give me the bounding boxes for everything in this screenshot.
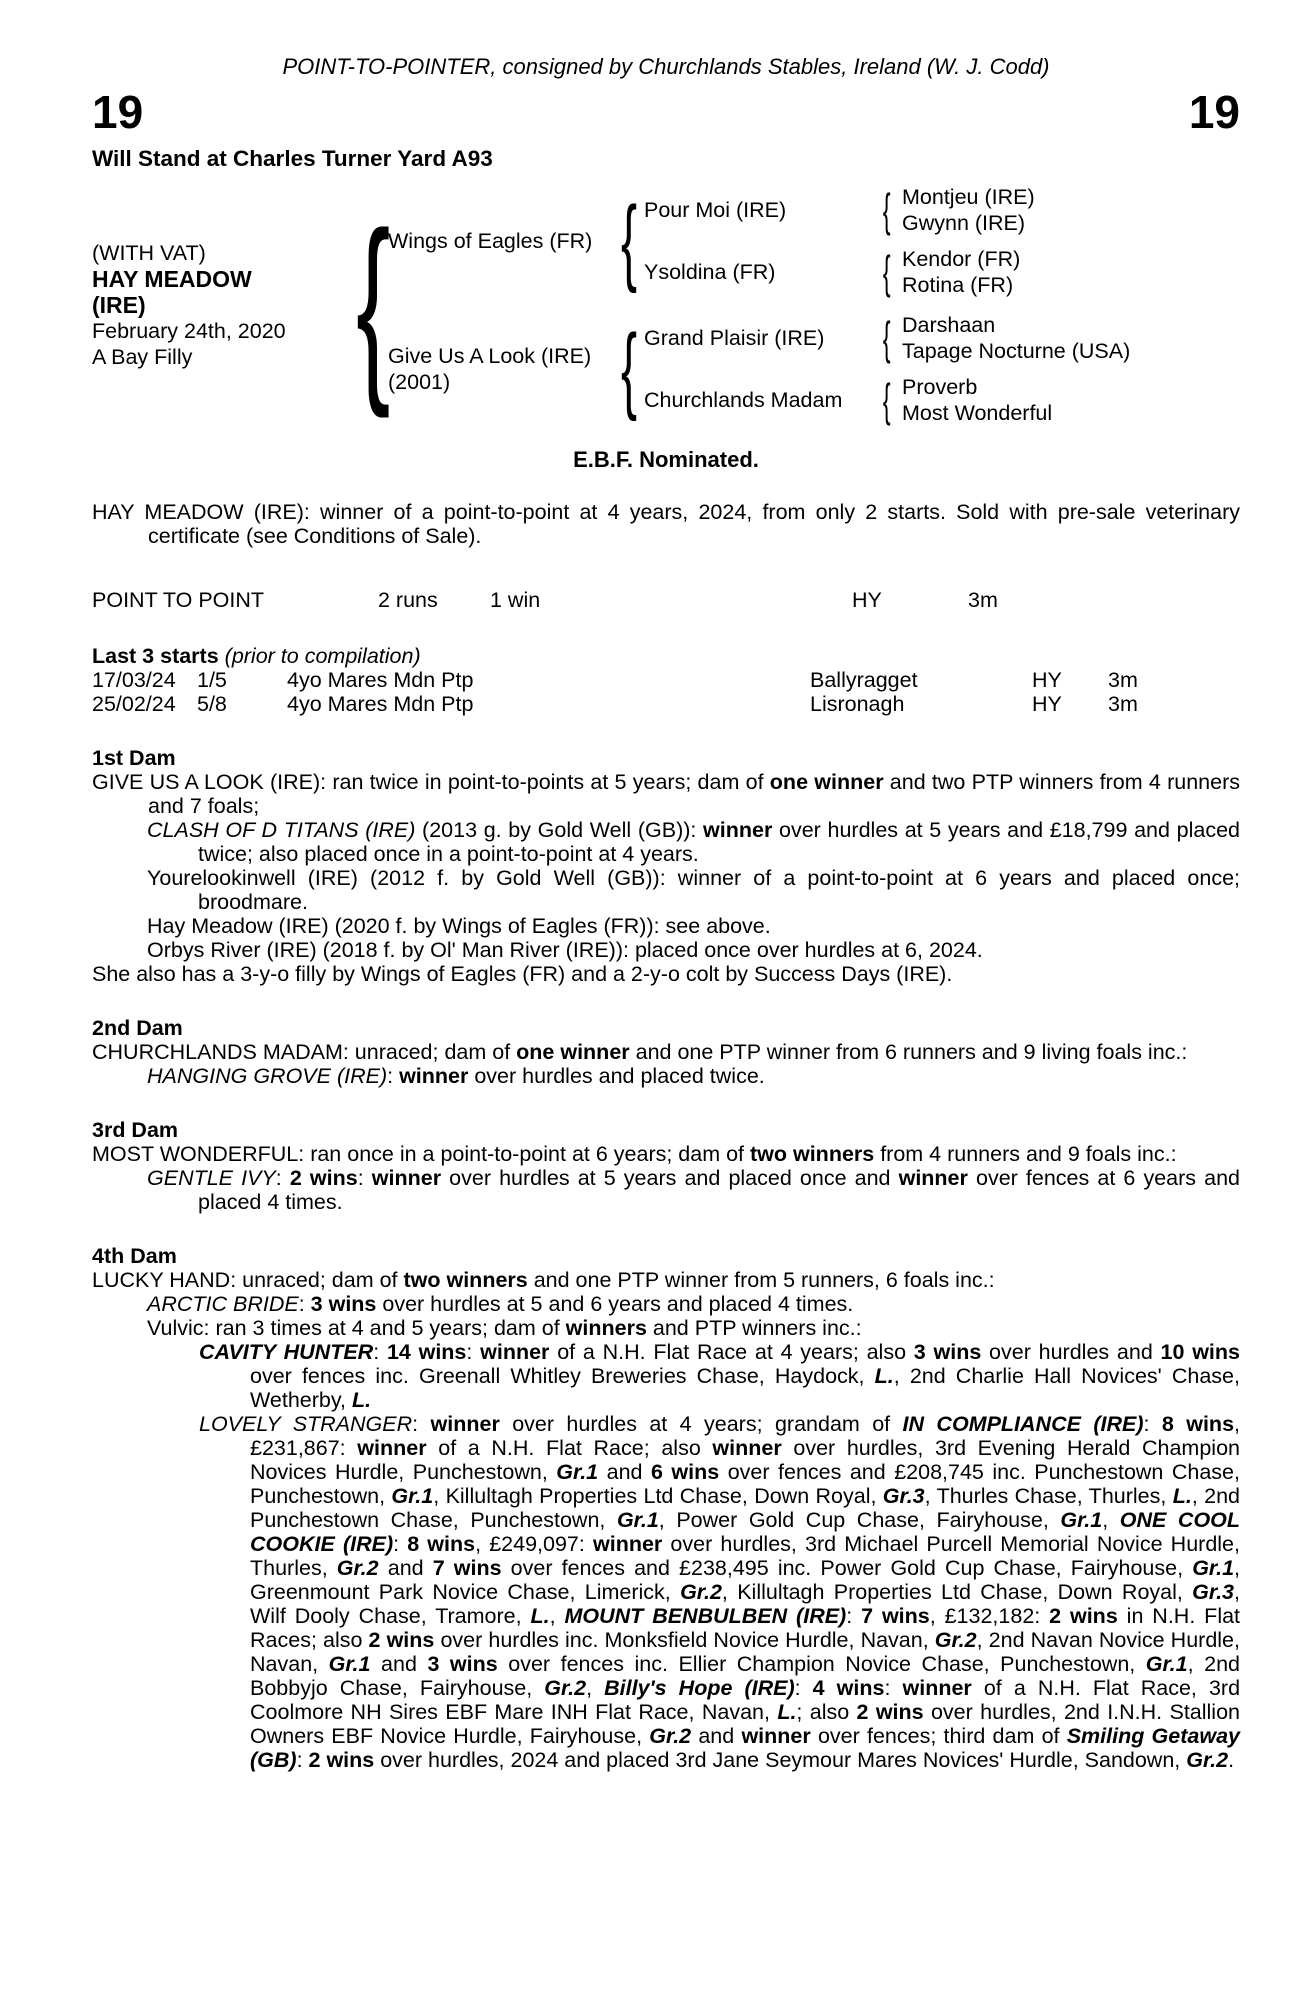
stats-label: POINT TO POINT: [92, 588, 265, 612]
text-segment: Billy's Hope (IRE): [604, 1676, 795, 1700]
great-grandparent-name: Kendor (FR): [902, 247, 1021, 271]
career-stats-row: [92, 588, 1240, 612]
text-segment: over hurdles, 2nd I.N.H. Stallion Owners EBF Novice Hurdle, Fairyhouse,: [250, 1700, 1241, 1748]
grandsire-name: Pour Moi (IRE): [644, 198, 787, 222]
text-segment: Gr.1: [328, 1652, 371, 1676]
text-segment: over fences inc. Greenall Whitley Breweries Chase, Haydock,: [250, 1364, 875, 1388]
text-segment: Gr.1: [1192, 1556, 1235, 1580]
text-segment: and one PTP winner from 6 runners and 9 living foals inc.:: [629, 1040, 1188, 1064]
text-segment: She also has a 3-y-o filly by Wings of Eagles (FR) and a 2-y-o colt by Success Days (IRE).: [92, 962, 953, 986]
great-grandparents: [902, 184, 1035, 236]
dam-name-line: Give Us A Look (IRE): [388, 344, 592, 368]
great-grandparent-name: Tapage Nocturne (USA): [902, 339, 1131, 363]
great-grandparent-name: Montjeu (IRE): [902, 185, 1035, 209]
text-segment: :: [393, 1532, 408, 1556]
text-segment: from 4 runners and 9 foals inc.:: [874, 1142, 1177, 1166]
text-segment: over fences and £208,745 inc. Punchestown Chase, Punchestown,: [250, 1460, 1240, 1508]
great-grandparent-name: Most Wonderful: [902, 401, 1053, 425]
text-segment: 2 wins: [308, 1748, 375, 1772]
pedigree-brace-sire: {: [620, 187, 638, 294]
dam-year: (2001): [388, 370, 451, 394]
last-starts-heading: [92, 644, 1240, 668]
intro-paragraph: [92, 500, 1240, 548]
great-grandparents: [902, 312, 1130, 364]
grandparent-group: [644, 246, 1035, 298]
start-race: 4yo Mares Mdn Ptp: [287, 692, 474, 716]
text-segment: winners: [565, 1316, 647, 1340]
lot-number-row: [92, 88, 1240, 136]
text-segment: :: [794, 1676, 813, 1700]
pedigree-brace-dam: {: [620, 315, 638, 422]
granddam-name: Ysoldina (FR): [644, 260, 776, 284]
start-venue: Ballyragget: [810, 668, 918, 692]
text-segment: :: [884, 1676, 903, 1700]
text-segment: 4 wins: [812, 1676, 885, 1700]
text-segment: winner: [399, 1064, 469, 1088]
horse-description: A Bay Filly: [92, 345, 193, 369]
text-segment: , 2nd Charlie Hall Novices' Chase, Wetherby,: [250, 1364, 1240, 1412]
pedigree-paragraph: [92, 818, 1240, 866]
text-segment: one winner: [769, 770, 884, 794]
dam-section-body: [92, 1142, 1240, 1214]
text-segment: winner: [741, 1724, 811, 1748]
grandparent-group: [644, 374, 1130, 426]
pedigree-brace: {: [883, 312, 891, 364]
sire-group: [388, 184, 1130, 298]
text-segment: 14 wins: [386, 1340, 467, 1364]
text-segment: 3 wins: [427, 1652, 498, 1676]
start-row: [92, 668, 1240, 692]
text-segment: Hay Meadow (IRE) (2020 f. by Wings of Eagles (FR)): see above.: [147, 914, 771, 938]
dam-section-body: [92, 770, 1240, 986]
dam-name: [388, 343, 614, 395]
text-segment: over fences inc. Ellier Champion Novice Chase, Punchestown,: [497, 1652, 1146, 1676]
sire-parents: [644, 184, 1035, 298]
foal-date: February 24th, 2020: [92, 319, 286, 343]
text-segment: 7 wins: [861, 1604, 930, 1628]
text-segment: winner: [357, 1436, 427, 1460]
text-segment: Yourelookinwell (IRE) (2012 f. by Gold Well (GB)): winner of a point-to-point at 6 years and placed once; broodmare.: [147, 866, 1240, 914]
text-segment: one winner: [516, 1040, 630, 1064]
text-segment: winner: [593, 1532, 663, 1556]
great-grandparent-name: Darshaan: [902, 313, 996, 337]
text-segment: 2 wins: [289, 1166, 358, 1190]
consignor-line: POINT-TO-POINTER, consigned by Churchlands Stables, Ireland (W. J. Codd): [282, 54, 1050, 79]
vat-note: (WITH VAT): [92, 241, 206, 265]
pedigree-paragraph: [92, 866, 1240, 914]
text-segment: :: [846, 1604, 862, 1628]
text-segment: in N.H. Flat Races; also: [250, 1604, 1241, 1652]
text-segment: Gr.1: [1060, 1508, 1103, 1532]
text-segment: :: [466, 1340, 481, 1364]
start-race: 4yo Mares Mdn Ptp: [287, 668, 474, 692]
grandparent-group: [644, 184, 1035, 236]
horse-name: HAY MEADOW: [92, 266, 252, 292]
text-segment: over hurdles at 4 years; grandam of: [499, 1412, 903, 1436]
text-segment: Gr.3: [882, 1484, 925, 1508]
stats-runs: 2 runs: [378, 588, 438, 612]
text-segment: GENTLE IVY: [147, 1166, 276, 1190]
pedigree-paragraph: [92, 1166, 1240, 1214]
text-segment: 10 wins: [1160, 1340, 1240, 1364]
text-segment: and: [691, 1724, 742, 1748]
text-segment: winner: [902, 1676, 972, 1700]
text-segment: over hurdles at 5 years and placed once and: [441, 1166, 899, 1190]
text-segment: of a N.H. Flat Race at 4 years; also: [549, 1340, 914, 1364]
text-segment: ONE COOL COOKIE (IRE): [250, 1508, 1241, 1556]
pedigree-brace-main: {: [355, 190, 391, 419]
text-segment: , £231,867:: [250, 1412, 1241, 1460]
horse-info: [92, 240, 358, 370]
granddam-name: Churchlands Madam: [644, 388, 843, 412]
text-segment: of a N.H. Flat Race; also: [426, 1436, 713, 1460]
text-segment: over fences at 6 years and placed 4 times.: [198, 1166, 1240, 1214]
text-segment: 6 wins: [650, 1460, 720, 1484]
start-position: 5/8: [197, 692, 227, 716]
last-starts-table: [92, 668, 1240, 716]
pedigree-tree: [92, 184, 1240, 426]
pedigree-paragraph: [92, 770, 1240, 818]
text-segment: Gr.1: [556, 1460, 599, 1484]
text-segment: Gr.2: [544, 1676, 587, 1700]
text-segment: HAY MEADOW (IRE): winner of a point-to-point at 4 years, 2024, from only 2 starts. Sold with pre-sale veterinary certificate (see Conditions of Sale).: [92, 500, 1240, 548]
text-segment: Gr.2: [934, 1628, 977, 1652]
text-segment: , Killultagh Properties Ltd Chase, Down Royal,: [433, 1484, 883, 1508]
text-segment: MOUNT BENBULBEN (IRE): [564, 1604, 847, 1628]
text-segment: Gr.3: [1192, 1580, 1235, 1604]
dam-section-heading: 4th Dam: [92, 1244, 177, 1268]
grandsire-name: Grand Plaisir (IRE): [644, 326, 825, 350]
text-segment: Gr.2: [649, 1724, 692, 1748]
pedigree-paragraph: [92, 1268, 1240, 1292]
text-segment: (2013 g. by Gold Well (GB)):: [415, 818, 704, 842]
pedigree-paragraph: [92, 1040, 1240, 1064]
great-grandparents: [902, 374, 1052, 426]
start-going: HY: [1032, 668, 1062, 692]
great-grandparent-name: Gwynn (IRE): [902, 211, 1026, 235]
text-segment: over hurdles and placed twice.: [468, 1064, 765, 1088]
text-segment: , £132,182:: [929, 1604, 1050, 1628]
pedigree-paragraph: [92, 962, 1240, 986]
text-segment: over fences; third dam of: [810, 1724, 1067, 1748]
start-row: [92, 692, 1240, 716]
text-segment: :: [1143, 1412, 1162, 1436]
dam-section: [92, 1244, 1240, 1772]
pedigree-brace: {: [883, 184, 891, 236]
start-venue: Lisronagh: [810, 692, 905, 716]
text-segment: and: [370, 1652, 428, 1676]
last-starts-title: Last 3 starts: [92, 644, 219, 668]
text-segment: :: [387, 1064, 400, 1088]
text-segment: ,: [1102, 1508, 1120, 1532]
text-segment: 7 wins: [432, 1556, 502, 1580]
dam-section-heading: 2nd Dam: [92, 1016, 183, 1040]
grandparent-group: [644, 312, 1130, 364]
pedigree-paragraph: [92, 1316, 1240, 1340]
start-distance: 3m: [1108, 692, 1138, 716]
pedigree-paragraph: [92, 938, 1240, 962]
text-segment: winner: [712, 1436, 782, 1460]
text-segment: ,: [549, 1604, 565, 1628]
dam-parents: [644, 312, 1130, 426]
text-segment: Gr.1: [616, 1508, 659, 1532]
text-segment: two winners: [750, 1142, 875, 1166]
text-segment: two winners: [403, 1268, 528, 1292]
text-segment: GIVE US A LOOK (IRE): ran twice in point-to-points at 5 years; dam of: [92, 770, 770, 794]
text-segment: MOST WONDERFUL: ran once in a point-to-point at 6 years; dam of: [92, 1142, 750, 1166]
text-segment: 8 wins: [407, 1532, 476, 1556]
lot-number-right: 19: [1188, 86, 1240, 138]
text-segment: , Thurles Chase, Thurles,: [924, 1484, 1173, 1508]
dam-section: [92, 746, 1240, 986]
start-date: 17/03/24: [92, 668, 176, 692]
dam-sections: [92, 746, 1240, 1772]
pedigree-parents: [388, 184, 1130, 426]
text-segment: 2 wins: [368, 1628, 435, 1652]
text-segment: Smiling Getaway (GB): [250, 1724, 1240, 1772]
pedigree-paragraph: [92, 1142, 1240, 1166]
text-segment: , Killultagh Properties Ltd Chase, Down Royal,: [721, 1580, 1193, 1604]
text-segment: 3 wins: [913, 1340, 982, 1364]
pedigree-paragraph: [92, 1064, 1240, 1088]
text-segment: ARCTIC BRIDE: [147, 1292, 299, 1316]
text-segment: , £249,097:: [475, 1532, 593, 1556]
dam-section: [92, 1016, 1240, 1088]
text-segment: :: [373, 1340, 387, 1364]
stats-distance: 3m: [968, 588, 998, 612]
text-segment: .: [1228, 1748, 1235, 1772]
text-segment: Gr.2: [336, 1556, 379, 1580]
text-segment: over fences and £238,495 inc. Power Gold Cup Chase, Fairyhouse,: [501, 1556, 1193, 1580]
text-segment: LOVELY STRANGER: [199, 1412, 413, 1436]
last-starts-subtitle: [225, 644, 421, 668]
text-segment: and PTP winners inc.:: [646, 1316, 862, 1340]
text-segment: , 2nd Punchestown Chase, Punchestown,: [250, 1484, 1241, 1532]
sire-name: Wings of Eagles (FR): [388, 229, 593, 253]
text-segment: , Greenmount Park Novice Chase, Limerick,: [250, 1556, 1241, 1604]
dam-section-body: [92, 1268, 1240, 1772]
text-segment: winner: [703, 818, 773, 842]
text-segment: :: [412, 1412, 431, 1436]
text-segment: , Wilf Dooly Chase, Tramore,: [250, 1580, 1240, 1628]
text-segment: and: [378, 1556, 433, 1580]
text-segment: Gr.1: [1145, 1652, 1188, 1676]
text-segment: and one PTP winner from 5 runners, 6 foals inc.:: [527, 1268, 995, 1292]
text-segment: ,: [586, 1676, 605, 1700]
great-grandparent-name: Proverb: [902, 375, 978, 399]
text-segment: over hurdles at 5 and 6 years and placed 4 times.: [376, 1292, 854, 1316]
pedigree-paragraph: [92, 1412, 1240, 1772]
text-segment: :: [296, 1748, 309, 1772]
great-grandparents: [902, 246, 1020, 298]
text-segment: Orbys River (IRE) (2018 f. by Ol' Man River (IRE)): placed once over hurdles at 6, 2024.: [147, 938, 983, 962]
text-segment: Gr.2: [680, 1580, 722, 1604]
text-segment: CHURCHLANDS MADAM: unraced; dam of: [92, 1040, 517, 1064]
text-segment: over hurdles and: [981, 1340, 1161, 1364]
ebf-nominated-line: E.B.F. Nominated.: [573, 447, 759, 472]
text-segment: , 2nd Bobbyjo Chase, Fairyhouse,: [250, 1652, 1240, 1700]
dam-section-body: [92, 1040, 1240, 1088]
text-segment: 3 wins: [310, 1292, 377, 1316]
text-segment: 8 wins: [1161, 1412, 1235, 1436]
text-segment: L.: [777, 1700, 797, 1724]
stats-wins: 1 win: [490, 588, 541, 612]
text-segment: IN COMPLIANCE (IRE): [902, 1412, 1144, 1436]
dam-section: [92, 1118, 1240, 1214]
dam-group: [388, 312, 1130, 426]
text-segment: winner: [898, 1166, 968, 1190]
great-grandparent-name: Rotina (FR): [902, 273, 1014, 297]
text-segment: L.: [874, 1364, 894, 1388]
start-position: 1/5: [197, 668, 227, 692]
text-segment: Vulvic: ran 3 times at 4 and 5 years; dam of: [147, 1316, 566, 1340]
text-segment: 2 wins: [1049, 1604, 1118, 1628]
stats-going: HY: [852, 588, 882, 612]
text-segment: LUCKY HAND: unraced; dam of: [92, 1268, 404, 1292]
lot-number-left: 19: [92, 86, 144, 138]
text-segment: Gr.1: [391, 1484, 434, 1508]
text-segment: over hurdles, 3rd Michael Purcell Memorial Novice Hurdle, Thurles,: [250, 1532, 1240, 1580]
text-segment: L.: [351, 1388, 372, 1412]
text-segment: ; also: [796, 1700, 857, 1724]
start-date: 25/02/24: [92, 692, 176, 716]
pedigree-paragraph: [92, 1292, 1240, 1316]
text-segment: winner: [371, 1166, 442, 1190]
stand-location-line: Will Stand at Charles Turner Yard A93: [92, 146, 493, 171]
text-segment: and: [598, 1460, 651, 1484]
text-segment: 2 wins: [856, 1700, 924, 1724]
text-segment: over hurdles, 3rd Evening Herald Champion Novices Hurdle, Punchestown,: [250, 1436, 1240, 1484]
text-segment: , Power Gold Cup Chase, Fairyhouse,: [658, 1508, 1061, 1532]
text-segment: winner: [430, 1412, 500, 1436]
text-segment: and two PTP winners from 4 runners and 7 foals;: [148, 770, 1240, 818]
text-segment: , 2nd Navan Novice Hurdle, Navan,: [250, 1628, 1240, 1676]
pedigree-brace: {: [883, 374, 891, 426]
horse-country-suffix: (IRE): [92, 292, 146, 318]
text-segment: over hurdles inc. Monksfield Novice Hurdle, Navan,: [434, 1628, 935, 1652]
dam-section-heading: 1st Dam: [92, 746, 176, 770]
dam-section-heading: 3rd Dam: [92, 1118, 179, 1142]
start-distance: 3m: [1108, 668, 1138, 692]
text-segment: CAVITY HUNTER: [199, 1340, 374, 1364]
text-segment: :: [357, 1166, 372, 1190]
text-segment: of a N.H. Flat Race, 3rd Coolmore NH Sires EBF Mare INH Flat Race, Navan,: [250, 1676, 1241, 1724]
text-segment: HANGING GROVE (IRE): [147, 1064, 388, 1088]
text-segment: over hurdles at 5 years and £18,799 and placed twice; also placed once in a point-to-point at 4 years.: [198, 818, 1240, 866]
pedigree-paragraph: [92, 1340, 1240, 1412]
text-segment: Gr.2: [1186, 1748, 1229, 1772]
text-segment: :: [275, 1166, 290, 1190]
text-segment: L.: [530, 1604, 550, 1628]
text-segment: winner: [480, 1340, 550, 1364]
start-going: HY: [1032, 692, 1062, 716]
text-segment: :: [298, 1292, 311, 1316]
last-starts-subtitle-text: (prior to compilation): [224, 644, 421, 668]
text-segment: over hurdles, 2024 and placed 3rd Jane Seymour Mares Novices' Hurdle, Sandown,: [374, 1748, 1187, 1772]
text-segment: CLASH OF D TITANS (IRE): [147, 818, 416, 842]
text-segment: L.: [1172, 1484, 1192, 1508]
pedigree-brace: {: [883, 246, 891, 298]
pedigree-paragraph: [92, 914, 1240, 938]
